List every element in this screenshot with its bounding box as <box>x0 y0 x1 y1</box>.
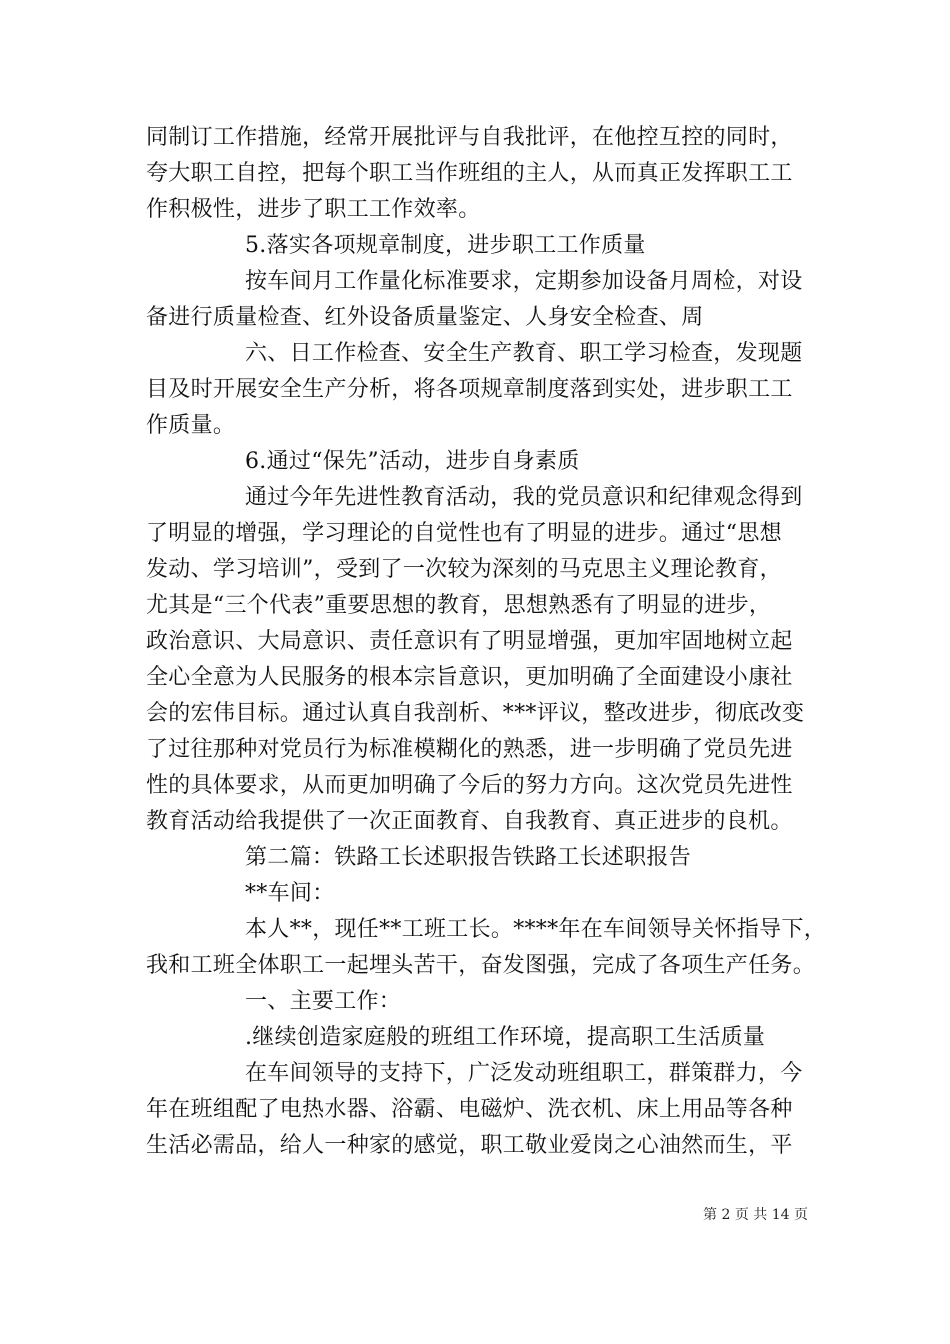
text-line: 了过往那种对党员行为标准模糊化的熟悉，进一步明确了党员先进 <box>146 737 793 762</box>
text-line: 夸大职工自控，把每个职工当作班组的主人，从而真正发挥职工工 <box>146 161 793 186</box>
section-heading: 6.通过“保先”活动，进步自身素质 <box>245 449 580 474</box>
text-line: 政治意识、大局意识、责任意识有了明显增强，更加牢固地树立起 <box>146 629 793 654</box>
text-line: 生活必需品，给人一种家的感觉，职工敬业爱岗之心油然而生，平 <box>146 1133 793 1158</box>
text-line: 尤其是“三个代表”重要思想的教育，思想熟悉有了明显的进步， <box>146 593 772 618</box>
section-heading: .继续创造家庭般的班组工作环境，提高职工生活质量 <box>245 1025 766 1050</box>
text-line: 性的具体要求，从而更加明确了今后的努力方向。这次党员先进性 <box>146 773 793 798</box>
text-line: 我和工班全体职工一起埋头苦干，奋发图强，完成了各项生产任务。 <box>146 953 816 978</box>
text-line: 在车间领导的支持下，广泛发动班组职工，群策群力，今 <box>245 1061 803 1086</box>
document-body <box>146 120 827 1164</box>
text-line: 作质量。 <box>146 413 236 438</box>
text-line: 同制订工作措施，经常开展批评与自我批评，在他控互控的同时， <box>146 125 793 150</box>
text-line: 本人**，现任**工班工长。****年在车间领导关怀指导下， <box>245 917 827 942</box>
salutation: **车间： <box>245 881 335 906</box>
chapter-title: 第二篇：铁路工长述职报告铁路工长述职报告 <box>245 845 692 870</box>
text-line: 目及时开展安全生产分析，将各项规章制度落到实处，进步职工工 <box>146 377 793 402</box>
text-line: 六、日工作检查、安全生产教育、职工学习检查，发现题 <box>245 341 803 366</box>
page-number-footer: 第 2 页 共 14 页 <box>703 1207 808 1223</box>
text-line: 备进行质量检查、红外设备质量鉴定、人身安全检查、周 <box>146 305 704 330</box>
text-line: 年在班组配了电热水器、浴霸、电磁炉、洗衣机、床上用品等各种 <box>146 1097 793 1122</box>
section-heading: 一、主要工作： <box>245 989 402 1014</box>
text-line: 作积极性，进步了职工工作效率。 <box>146 197 481 222</box>
text-line: 教育活动给我提供了一次正面教育、自我教育、真正进步的良机。 <box>146 809 793 834</box>
text-line: 会的宏伟目标。通过认真自我剖析、***评议，整改进步，彻底改变 <box>146 701 805 726</box>
section-heading: 5.落实各项规章制度，进步职工工作质量 <box>245 233 646 258</box>
text-line: 了明显的增强，学习理论的自觉性也有了明显的进步。通过“思想 <box>146 521 782 546</box>
text-line: 通过今年先进性教育活动，我的党员意识和纪律观念得到 <box>245 485 803 510</box>
text-line: 按车间月工作量化标准要求，定期参加设备月周检，对设 <box>245 269 803 294</box>
text-line: 发动、学习培训”，受到了一次较为深刻的马克思主义理论教育， <box>146 557 782 582</box>
text-line: 全心全意为人民服务的根本宗旨意识，更加明确了全面建设小康社 <box>146 665 793 690</box>
